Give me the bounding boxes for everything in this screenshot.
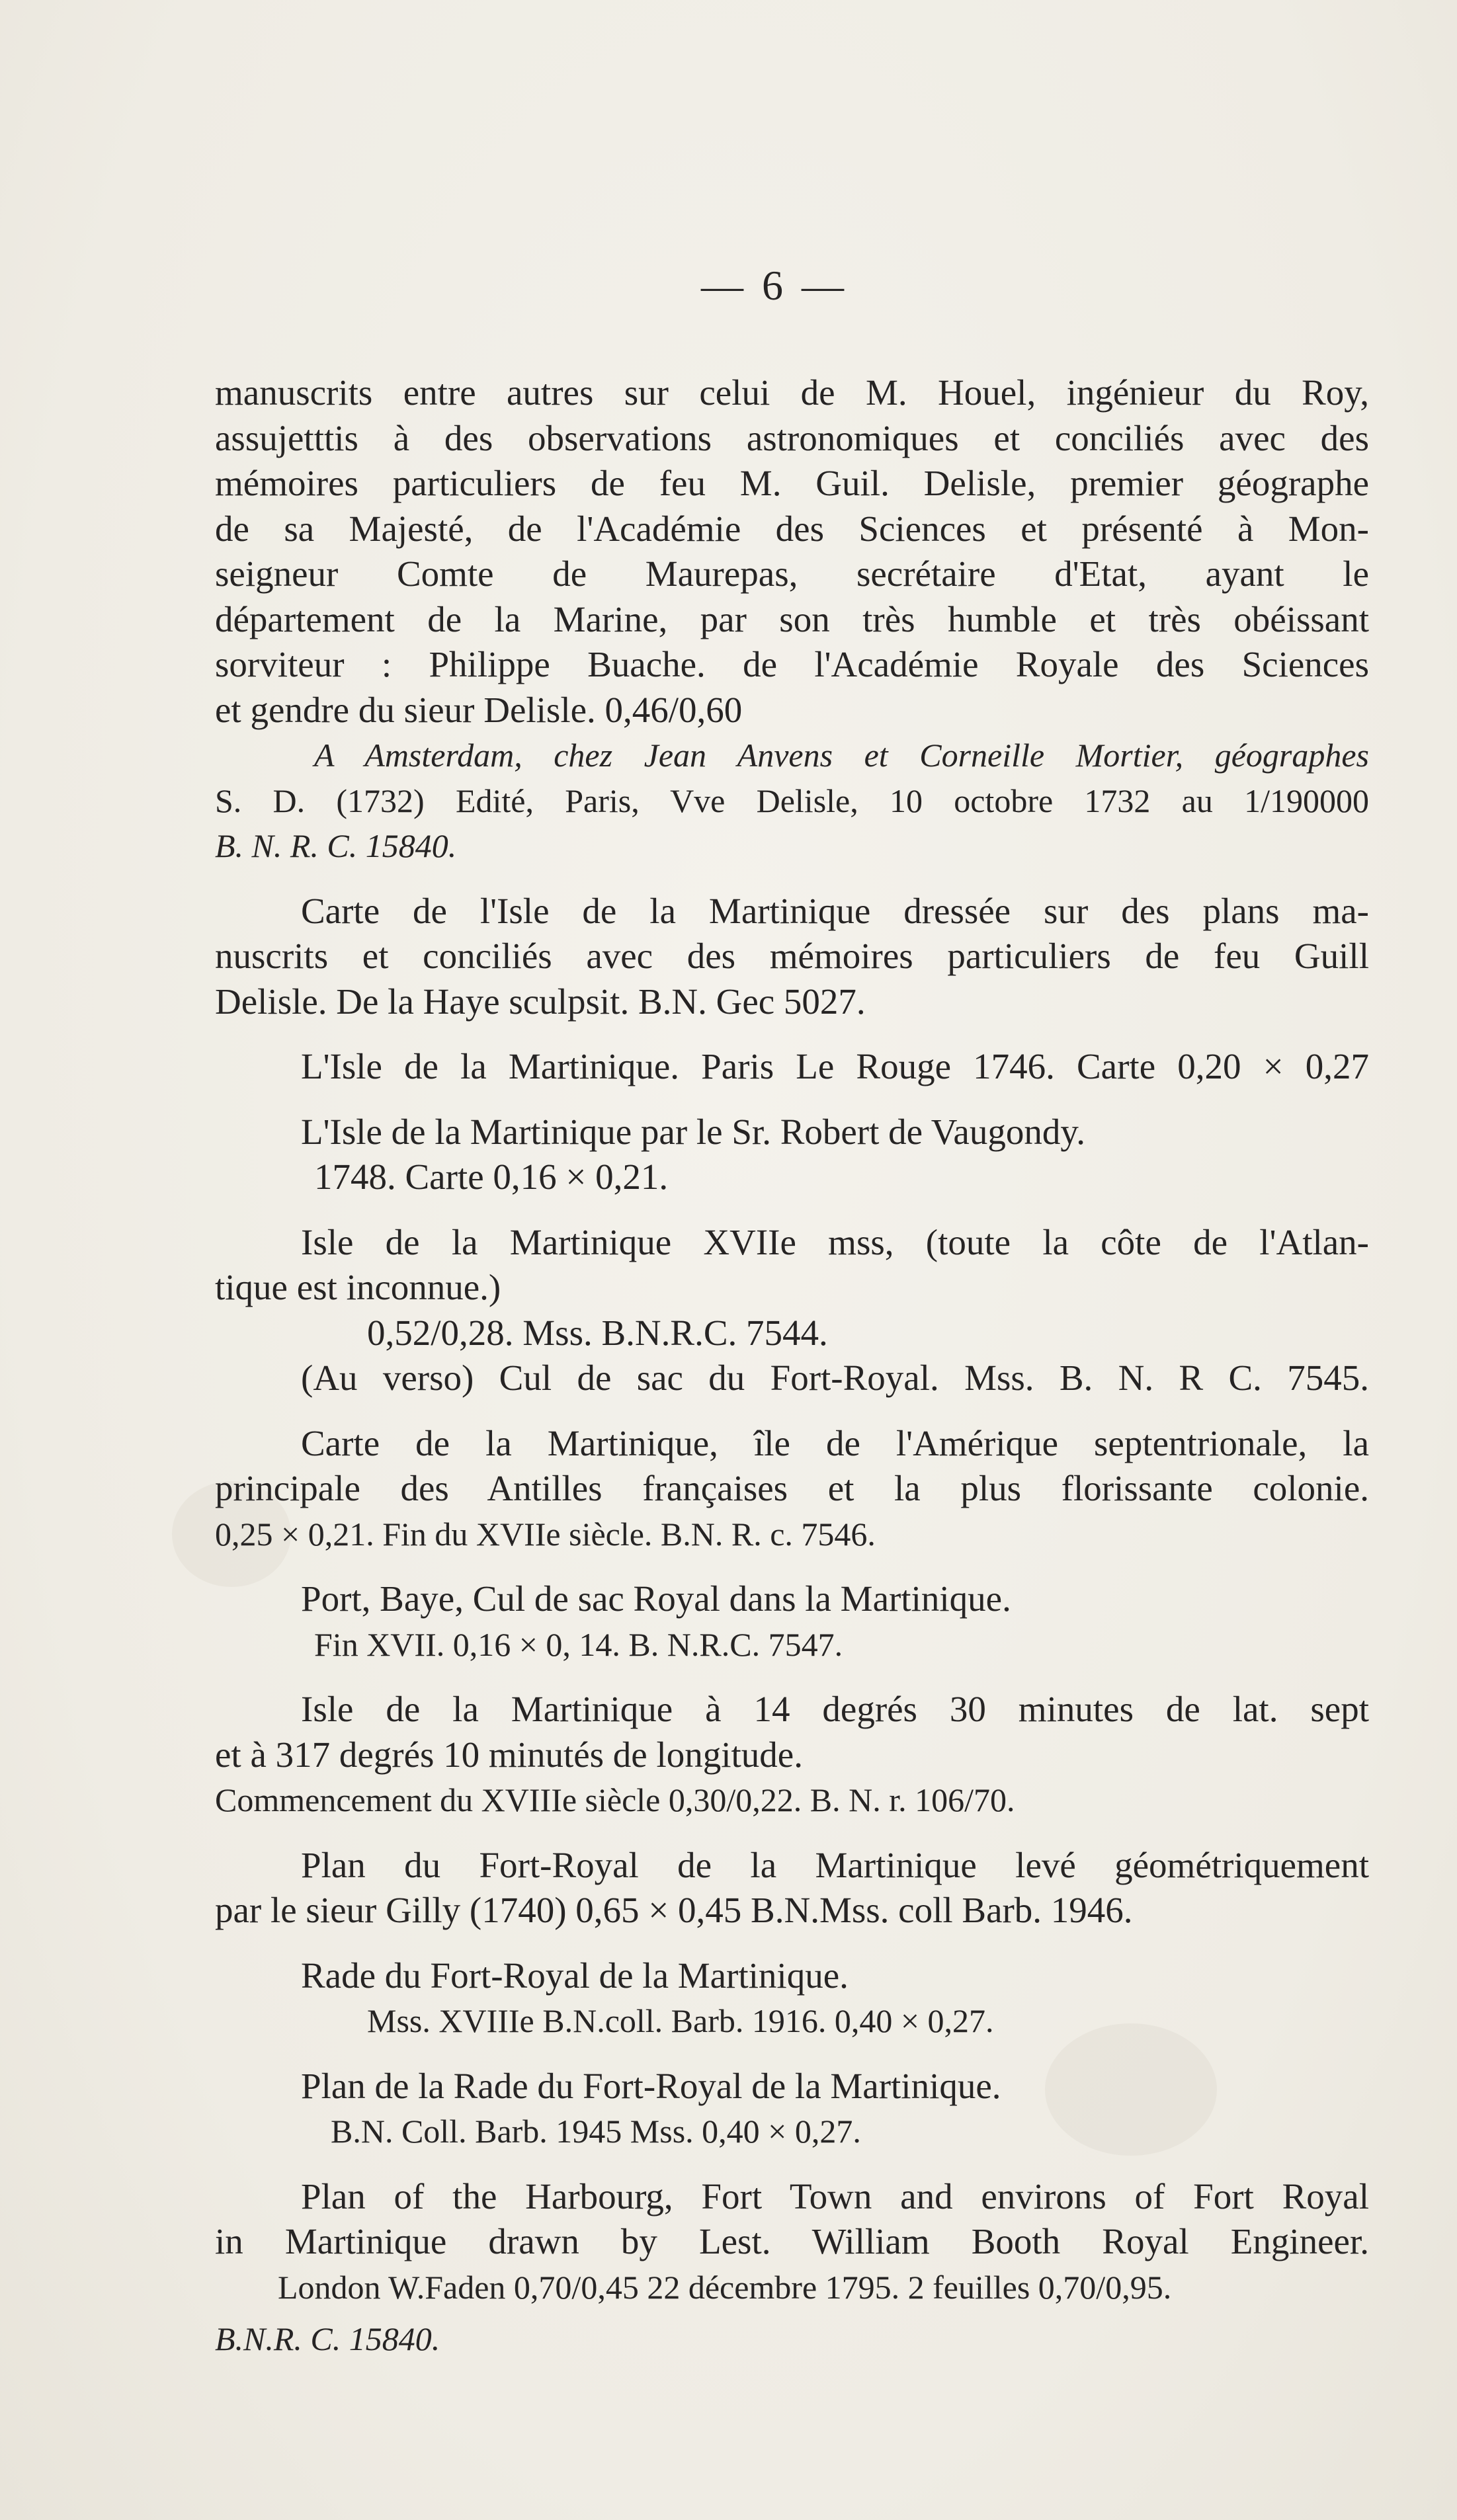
text-line: de sa Majesté, de l'Académie des Sciences et présenté à Mon- (215, 508, 1369, 549)
entry-line: L'Isle de la Martinique. Paris Le Rouge 1746. Carte 0,20 × 0,27 (301, 1046, 1369, 1086)
entry-line: Rade du Fort-Royal de la Martinique. (301, 1955, 849, 1996)
entry-line: Commencement du XVIIIe siècle 0,30/0,22. B. N. r. 106/70. (215, 1781, 1015, 1818)
entry-line: Plan du Fort-Royal de la Martinique levé géométriquement (301, 1844, 1369, 1885)
text-line: seigneur Comte de Maurepas, secrétaire d'Etat, ayant le (215, 553, 1369, 594)
entry-line: 1748. Carte 0,16 × 0,21. (314, 1157, 669, 1197)
entry-line: in Martinique drawn by Lest. William Booth Royal Engineer. (215, 2221, 1369, 2261)
reference-line: A Amsterdam, chez Jean Anvens et Corneille Mortier, géographes (314, 737, 1369, 774)
entry-line: Carte de l'Isle de la Martinique dressée sur des plans ma- (301, 890, 1369, 931)
page-number: — 6 — (701, 262, 848, 309)
text-line: mémoires particuliers de feu M. Guil. Delisle, premier géographe (215, 463, 1369, 503)
entry-line: Isle de la Martinique XVIIe mss, (toute la côte de l'Atlan- (301, 1221, 1369, 1262)
entry-line: Mss. XVIIIe B.N.coll. Barb. 1916. 0,40 × 0,27. (367, 2002, 994, 2039)
entry-line: principale des Antilles françaises et la plus florissante colonie. (215, 1468, 1369, 1508)
entry-line: Plan de la Rade du Fort-Royal de la Martinique. (301, 2065, 1001, 2106)
entry-line: 0,52/0,28. Mss. B.N.R.C. 7544. (367, 1312, 828, 1353)
document-body (215, 370, 1369, 2362)
text-line: département de la Marine, par son très humble et très obéissant (215, 598, 1369, 639)
entry-line: tique est inconnue.) (215, 1267, 501, 1307)
entry-line: Plan of the Harbourg, Fort Town and environs of Fort Royal (301, 2175, 1369, 2216)
entry-line: 0,25 × 0,21. Fin du XVIIe siècle. B.N. R. c. 7546. (215, 1515, 876, 1553)
entry-line: Fin XVII. 0,16 × 0, 14. B. N.R.C. 7547. (314, 1625, 843, 1663)
text-line: assujetttis à des observations astronomiques et conciliés avec des (215, 417, 1369, 458)
entry-line: B.N.R. C. 15840. (215, 2320, 440, 2357)
reference-line: S. D. (1732) Edité, Paris, Vve Delisle, 10 octobre 1732 au 1/190000 (215, 782, 1369, 819)
text-line: sorviteur : Philippe Buache. de l'Académie Royale des Sciences (215, 644, 1369, 684)
entry-line: London W.Faden 0,70/0,45 22 décembre 1795. 2 feuilles 0,70/0,95. (278, 2268, 1172, 2306)
entry-line: B.N. Coll. Barb. 1945 Mss. 0,40 × 0,27. (331, 2113, 861, 2150)
entry-line: Carte de la Martinique, île de l'Amérique septentrionale, la (301, 1422, 1369, 1463)
text-line: manuscrits entre autres sur celui de M. Houel, ingénieur du Roy, (215, 372, 1369, 413)
entry-line: L'Isle de la Martinique par le Sr. Robert de Vaugondy. (301, 1111, 1086, 1152)
entry-line: et à 317 degrés 10 minutés de longitude. (215, 1734, 803, 1775)
entry-line: Port, Baye, Cul de sac Royal dans la Martinique. (301, 1578, 1011, 1619)
entry-line: nuscrits et conciliés avec des mémoires particuliers de feu Guill (215, 936, 1369, 976)
text-line: et gendre du sieur Delisle. 0,46/0,60 (215, 689, 743, 730)
entry-line: (Au verso) Cul de sac du Fort-Royal. Mss. B. N. R C. 7545. (301, 1358, 1369, 1398)
reference-line: B. N. R. C. 15840. (215, 827, 457, 864)
entry-line: Delisle. De la Haye sculpsit. B.N. Gec 5027. (215, 981, 866, 1022)
entry-line: Isle de la Martinique à 14 degrés 30 minutes de lat. sept (301, 1689, 1369, 1729)
entry-line: par le sieur Gilly (1740) 0,65 × 0,45 B.N.Mss. coll Barb. 1946. (215, 1890, 1133, 1930)
